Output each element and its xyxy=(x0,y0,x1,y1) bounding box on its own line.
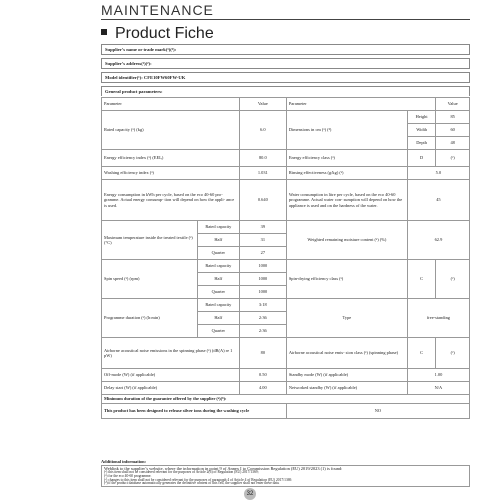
networked-standby-label: Networked standby (W) (if applicable) xyxy=(286,382,407,395)
spin-speed-half: 1000 xyxy=(239,273,286,286)
page-title xyxy=(101,25,214,43)
spin-speed-quarter: 1000 xyxy=(239,286,286,299)
washing-efficiency-value: 1.031 xyxy=(239,167,286,180)
depth-value: 48 xyxy=(436,137,470,150)
col-parameter-header-2: Parameter xyxy=(286,98,435,111)
supplier-name-row: Supplier’s name or trade mark(¹)(²): xyxy=(101,44,470,55)
general-parameters-heading: General product parameters: xyxy=(101,86,470,96)
networked-standby-value: N/A xyxy=(407,382,469,395)
standby-label: Standby mode (W) (if applicable) xyxy=(286,369,407,382)
programme-duration-rated: 3:18 xyxy=(239,299,286,312)
quarter-sub-label: Quarter xyxy=(197,325,239,338)
rinsing-effectiveness-value: 5.0 xyxy=(407,167,469,180)
page-title-text: Product Fiche xyxy=(115,25,214,42)
eei-value: 80.0 xyxy=(239,150,286,167)
table-row xyxy=(102,395,470,404)
noise-class-value: C xyxy=(407,338,435,369)
max-temperature-quarter: 27 xyxy=(239,247,286,260)
width-value: 60 xyxy=(436,124,470,137)
type-value: free-standing xyxy=(407,299,469,338)
energy-consumption-label: Energy consumption in kWh per cycle, based on the eco 40-60 pro- gramme. Actual energy consump- tion will depend on how the appli- ance is used. xyxy=(102,180,240,221)
noise-class-note: (ᵉ) xyxy=(436,338,470,369)
table-row xyxy=(102,221,470,234)
energy-consumption-value: 0.640 xyxy=(239,180,286,221)
spin-class-label: Spin-drying efficiency class (ᵃ) xyxy=(286,260,407,299)
quarter-sub-label: Quarter xyxy=(197,247,239,260)
remaining-moisture-value: 62.9 xyxy=(407,221,469,260)
table-row xyxy=(102,111,470,124)
col-parameter-header: Parameter xyxy=(102,98,240,111)
section-heading: MAINTENANCE xyxy=(101,2,214,18)
footnote: (ᵈ) if the product database automatically generates the definitive content of this cell, the supplier shall not enter these data. xyxy=(104,481,280,486)
rinsing-effectiveness-label: Rinsing effectiveness (g/kg) (ᵃ) xyxy=(286,167,407,180)
noise-class-label: Airborne acoustical noise emis- sion class (ᵃ) (spinning phase) xyxy=(286,338,407,369)
table-row xyxy=(102,299,470,312)
max-temperature-half: 31 xyxy=(239,234,286,247)
off-mode-label: Off-mode (W) (if applicable) xyxy=(102,369,240,382)
programme-duration-label: Programme duration (ᵃ) (h:min) xyxy=(102,299,198,338)
table-row xyxy=(102,167,470,180)
rated-capacity-label: Rated capacity (ᵃ) (kg) xyxy=(102,111,240,150)
delay-start-label: Delay start (W) (if applicable) xyxy=(102,382,240,395)
half-sub-label: Half xyxy=(197,234,239,247)
spin-class-value: C xyxy=(407,260,435,299)
silver-ions-value: NO xyxy=(286,404,469,419)
energy-class-label: Energy efficiency class (ᵃ) xyxy=(286,150,407,167)
standby-value: 1.00 xyxy=(407,369,469,382)
type-label: Type xyxy=(286,299,407,338)
spin-speed-rated: 1000 xyxy=(239,260,286,273)
height-label: Height xyxy=(407,111,435,124)
rated-capacity-sub-label: Rated capacity xyxy=(197,221,239,234)
rated-capacity-sub-label: Rated capacity xyxy=(197,299,239,312)
product-fiche-table xyxy=(101,97,470,419)
additional-info-box xyxy=(101,465,470,487)
footnote: (ᵃ) this item shall not be considered relevant for the purposes of Article 2(6) of Regulation (EU) 2017/1369; xyxy=(104,470,259,474)
dimensions-label: Dimensions in cm (ᵃ) (²) xyxy=(286,111,407,150)
silver-ions-label: This product has been designed to release silver ions during the washing cycle xyxy=(102,404,287,419)
rated-capacity-value: 6.0 xyxy=(239,111,286,150)
energy-class-value: D xyxy=(407,150,435,167)
footnote: (ᵇ) for the eco 40-60 programme. xyxy=(104,473,152,478)
washing-efficiency-label: Washing efficiency index (ᵃ) xyxy=(102,167,240,180)
width-label: Width xyxy=(407,124,435,137)
half-sub-label: Half xyxy=(197,312,239,325)
footnote: (ᶜ) changes to this item shall not be considered relevant for the purposes of paragraph 4 of Article 4 of Regulation (EU) 2017/1369. xyxy=(104,477,293,482)
table-row xyxy=(102,260,470,273)
bullet-square-icon xyxy=(101,29,107,35)
table-row xyxy=(102,180,470,221)
off-mode-value: 0.50 xyxy=(239,369,286,382)
programme-duration-quarter: 2:36 xyxy=(239,325,286,338)
model-identifier-row: Model identifier(¹): CFE10FW60FW-UK xyxy=(101,72,470,83)
spin-speed-label: Spin speed (ᵃ) (rpm) xyxy=(102,260,198,299)
quarter-sub-label: Quarter xyxy=(197,286,239,299)
noise-value: 80 xyxy=(239,338,286,369)
col-value-header: Value xyxy=(239,98,286,111)
half-sub-label: Half xyxy=(197,273,239,286)
table-row xyxy=(102,338,470,369)
table-row xyxy=(102,369,470,382)
delay-start-value: 4.00 xyxy=(239,382,286,395)
table-row xyxy=(102,382,470,395)
guarantee-label: Minimum duration of the guarantee offered by the supplier (ᵃ)(ᵇ): xyxy=(102,395,470,404)
height-value: 85 xyxy=(436,111,470,124)
water-consumption-value: 45 xyxy=(407,180,469,221)
eei-label: Energy efficiency index (ᵃ) (EEIᵥ) xyxy=(102,150,240,167)
table-row xyxy=(102,150,470,167)
additional-info-heading: Additional information: xyxy=(101,459,147,464)
max-temperature-label: Maximum temperature inside the treated textile (ᵃ) (°C) xyxy=(102,221,198,260)
remaining-moisture-label: Weighted remaining moisture content (ᵃ) (%) xyxy=(286,221,407,260)
rated-capacity-sub-label: Rated capacity xyxy=(197,260,239,273)
col-value-header-2: Value xyxy=(436,98,470,111)
spin-class-note: (ᵉ) xyxy=(436,260,470,299)
section-divider xyxy=(101,19,470,20)
page-number: 32 xyxy=(244,488,256,500)
table-header-row xyxy=(102,98,470,111)
table-row xyxy=(102,404,470,419)
noise-label: Airborne acoustical noise emissions in the spinning phase (ᵃ) (dB(A) re 1 pW) xyxy=(102,338,240,369)
programme-duration-half: 2:36 xyxy=(239,312,286,325)
supplier-address-row: Supplier’s address(¹)(²): xyxy=(101,58,470,69)
energy-class-note: (ᵉ) xyxy=(436,150,470,167)
max-temperature-rated: 39 xyxy=(239,221,286,234)
depth-label: Depth xyxy=(407,137,435,150)
weblink-text: Weblink to the supplier’s website, where the information in point 9 of Annex I to Commission Regulation (EU) 2019/2023 (1) is found: xyxy=(104,466,343,471)
water-consumption-label: Water consumption in litre per cycle, based on the eco 40-60 programme. Actual water con- sumption will depend on how the appliance is used and on the hardness of the water. xyxy=(286,180,407,221)
